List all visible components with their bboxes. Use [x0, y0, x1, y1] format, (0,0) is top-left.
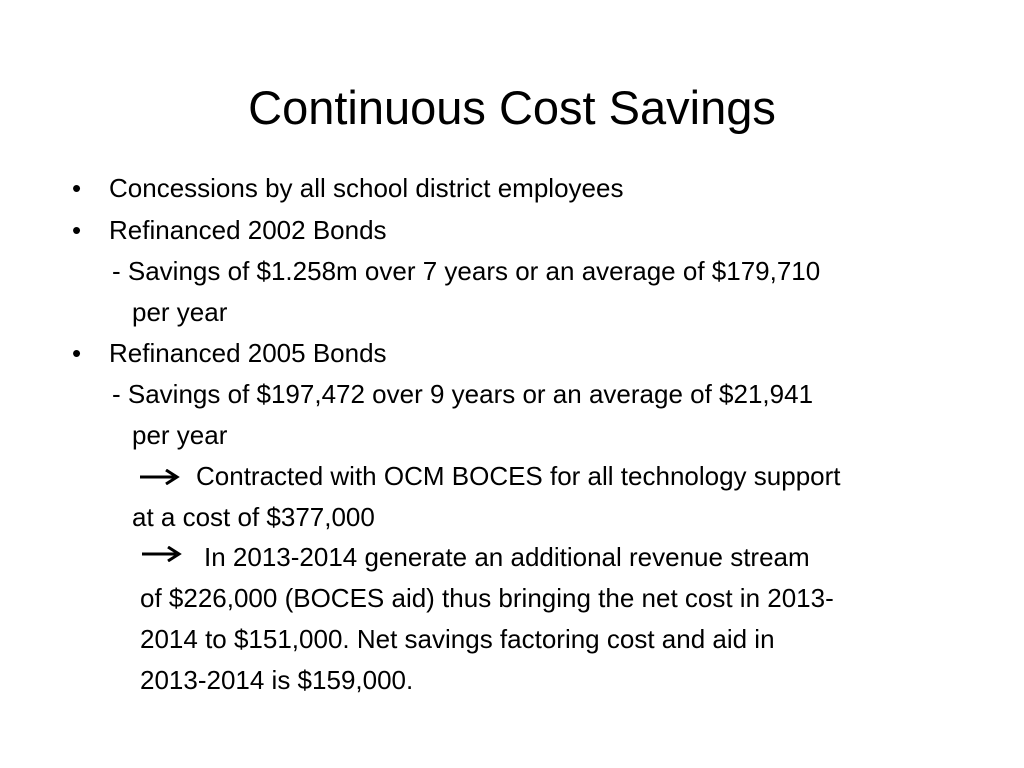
note-2-line-1: In 2013-2014 generate an additional revenue stream — [204, 542, 810, 572]
right-arrow-icon — [140, 469, 180, 485]
bullet-3-text: Refinanced 2005 Bonds — [109, 338, 387, 368]
note-1-line-1: Contracted with OCM BOCES for all technology support — [196, 461, 841, 491]
bullet-1-marker: • — [72, 173, 82, 203]
note-2-line-4: 2013-2014 is $159,000. — [140, 665, 414, 695]
bullet-3-marker: • — [72, 338, 82, 368]
note-2-line-2: of $226,000 (BOCES aid) thus bringing the net cost in 2013- — [140, 583, 834, 613]
bullet-2-marker: • — [72, 215, 82, 245]
slide-title: Continuous Cost Savings — [248, 81, 776, 134]
bullet-3-sub-line-1: - Savings of $197,472 over 9 years or an average of $21,941 — [112, 379, 814, 409]
bullet-2-sub-line-2: per year — [132, 297, 228, 327]
bullet-2-sub-line-1: - Savings of $1.258m over 7 years or an average of $179,710 — [112, 256, 821, 286]
note-1-line-2: at a cost of $377,000 — [132, 502, 375, 532]
bullet-3-sub-line-2: per year — [132, 420, 228, 450]
right-arrow-icon — [142, 546, 182, 562]
bullet-2-text: Refinanced 2002 Bonds — [109, 215, 387, 245]
bullet-1-text: Concessions by all school district employees — [109, 173, 624, 203]
note-2-line-3: 2014 to $151,000. Net savings factoring cost and aid in — [140, 624, 775, 654]
